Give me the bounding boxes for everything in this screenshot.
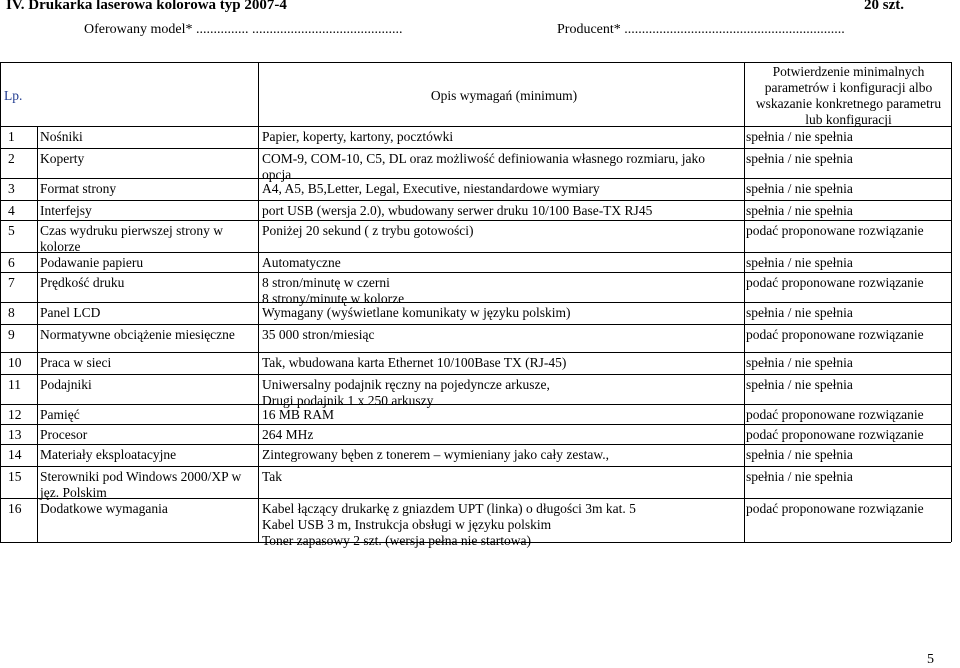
table-rule xyxy=(0,62,951,63)
cell-spec xyxy=(262,181,600,197)
cell-name-line: Podajniki xyxy=(40,377,92,392)
cell-name-line: kolorze xyxy=(40,239,81,254)
cell-number: 7 xyxy=(8,275,15,290)
header-confirmation-line: parametrów i konfiguracji albo xyxy=(764,80,933,95)
cell-number: 3 xyxy=(8,181,15,196)
cell-name xyxy=(40,255,143,271)
cell-name-line: Procesor xyxy=(40,427,88,442)
cell-spec-line: 264 MHz xyxy=(262,427,314,442)
cell-name-line: Nośniki xyxy=(40,129,83,144)
cell-spec xyxy=(262,203,652,219)
cell-confirmation: spełnia / nie spełnia xyxy=(746,181,853,196)
cell-name-line: Praca w sieci xyxy=(40,355,112,370)
cell-confirmation: podać proponowane rozwiązanie xyxy=(746,223,924,238)
cell-number: 8 xyxy=(8,305,15,320)
cell-name-line: Pamięć xyxy=(40,407,80,422)
cell-name xyxy=(40,305,100,321)
cell-spec xyxy=(262,255,341,271)
cell-name xyxy=(40,129,83,145)
header-lp: Lp. xyxy=(4,88,23,103)
cell-number: 13 xyxy=(8,427,22,442)
cell-number: 14 xyxy=(8,447,22,462)
cell-name-line: Materiały eksploatacyjne xyxy=(40,447,177,462)
cell-name-line: Sterowniki pod Windows 2000/XP w xyxy=(40,469,242,484)
cell-spec xyxy=(262,223,473,239)
table-rule xyxy=(0,302,951,303)
header-confirmation xyxy=(746,64,951,128)
cell-confirmation: podać proponowane rozwiązanie xyxy=(746,407,924,422)
table-rule xyxy=(0,272,951,273)
cell-name-line: Podawanie papieru xyxy=(40,255,144,270)
cell-spec-line: 16 MB RAM xyxy=(262,407,335,422)
cell-spec xyxy=(262,377,550,409)
cell-spec-line: Kabel łączący drukarkę z gniazdem UPT (linka) o długości 3m kat. 5 xyxy=(262,501,636,516)
table-column-rule xyxy=(0,62,1,542)
section-title: IV. Drukarka laserowa kolorowa typ 2007-4 xyxy=(6,0,287,13)
cell-name-line: jęz. Polskim xyxy=(40,485,107,500)
cell-spec xyxy=(262,129,453,145)
cell-spec xyxy=(262,355,566,371)
cell-confirmation: spełnia / nie spełnia xyxy=(746,355,853,370)
cell-number: 15 xyxy=(8,469,22,484)
cell-confirmation: spełnia / nie spełnia xyxy=(746,151,853,166)
cell-spec xyxy=(262,151,705,183)
cell-number: 12 xyxy=(8,407,22,422)
table-rule xyxy=(0,126,951,127)
cell-name-line: Normatywne obciążenie miesięczne xyxy=(40,327,235,342)
cell-confirmation: podać proponowane rozwiązanie xyxy=(746,427,924,442)
cell-number: 4 xyxy=(8,203,15,218)
cell-name xyxy=(40,469,241,501)
cell-name xyxy=(40,151,84,167)
cell-name xyxy=(40,327,235,343)
cell-spec-line: Poniżej 20 sekund ( z trybu gotowości) xyxy=(262,223,474,238)
table-rule xyxy=(0,374,951,375)
cell-name-line: Koperty xyxy=(40,151,85,166)
cell-name xyxy=(40,355,111,371)
cell-name-line: Dodatkowe wymagania xyxy=(40,501,168,516)
cell-spec-line: 35 000 stron/miesiąc xyxy=(262,327,375,342)
cell-spec xyxy=(262,427,313,443)
cell-name xyxy=(40,447,176,463)
cell-spec xyxy=(262,469,282,485)
offered-model-field: Oferowany model* ............... ........................................... xyxy=(84,22,403,37)
header-confirmation-line: Potwierdzenie minimalnych xyxy=(772,64,925,79)
cell-spec xyxy=(262,501,636,549)
cell-spec xyxy=(262,305,571,321)
table-column-rule xyxy=(37,126,38,542)
cell-name xyxy=(40,501,168,517)
cell-spec-line: opcja xyxy=(262,167,292,182)
header-confirmation-line: lub konfiguracji xyxy=(805,112,892,127)
cell-confirmation: spełnia / nie spełnia xyxy=(746,447,853,462)
table-column-rule xyxy=(744,62,745,542)
cell-confirmation: spełnia / nie spełnia xyxy=(746,203,853,218)
cell-number: 5 xyxy=(8,223,15,238)
cell-confirmation: spełnia / nie spełnia xyxy=(746,129,853,144)
cell-name-line: Panel LCD xyxy=(40,305,101,320)
table-rule xyxy=(0,200,951,201)
cell-confirmation: podać proponowane rozwiązanie xyxy=(746,501,924,516)
cell-spec-line: Automatyczne xyxy=(262,255,341,270)
cell-number: 16 xyxy=(8,501,22,516)
header-description: Opis wymagań (minimum) xyxy=(430,88,578,103)
cell-spec-line: port USB (wersja 2.0), wbudowany serwer druku 10/100 Base-TX RJ45 xyxy=(262,203,653,218)
header-confirmation-line: wskazanie konkretnego parametru xyxy=(755,96,942,111)
cell-number: 6 xyxy=(8,255,15,270)
cell-name-line: Interfejsy xyxy=(40,203,92,218)
cell-name-line: Czas wydruku pierwszej strony w xyxy=(40,223,223,238)
cell-spec xyxy=(262,447,609,463)
cell-spec-line: Kabel USB 3 m, Instrukcja obsługi w języku polskim xyxy=(262,517,552,532)
cell-number: 10 xyxy=(8,355,22,370)
cell-name xyxy=(40,275,124,291)
table-rule xyxy=(0,220,951,221)
cell-confirmation: spełnia / nie spełnia xyxy=(746,377,853,392)
requirements-table xyxy=(0,62,951,548)
cell-spec xyxy=(262,407,334,423)
cell-spec-line: Papier, koperty, kartony, pocztówki xyxy=(262,129,454,144)
cell-name xyxy=(40,223,223,255)
cell-spec-line: Toner zapasowy 2 szt. (wersja pełna nie startowa) xyxy=(262,533,531,548)
cell-name-line: Prędkość druku xyxy=(40,275,125,290)
cell-confirmation: spełnia / nie spełnia xyxy=(746,305,853,320)
page-number: 5 xyxy=(927,652,934,667)
table-rule xyxy=(0,324,951,325)
table-rule xyxy=(0,466,951,467)
cell-name xyxy=(40,427,87,443)
cell-number: 9 xyxy=(8,327,15,342)
table-column-rule xyxy=(258,62,259,542)
cell-confirmation: podać proponowane rozwiązanie xyxy=(746,275,924,290)
cell-spec-line: Zintegrowany bęben z tonerem – wymieniany jako cały zestaw., xyxy=(262,447,609,462)
cell-spec-line: COM-9, COM-10, C5, DL oraz możliwość definiowania własnego rozmiaru, jako xyxy=(262,151,706,166)
cell-spec-line: Tak xyxy=(262,469,283,484)
cell-confirmation: podać proponowane rozwiązanie xyxy=(746,327,924,342)
cell-spec-line: 8 stron/minutę w czerni xyxy=(262,275,390,290)
cell-confirmation: spełnia / nie spełnia xyxy=(746,255,853,270)
cell-number: 2 xyxy=(8,151,15,166)
table-rule xyxy=(0,352,951,353)
cell-spec-line: Tak, wbudowana karta Ethernet 10/100Base TX (RJ-45) xyxy=(262,355,567,370)
cell-number: 11 xyxy=(8,377,21,392)
cell-name xyxy=(40,377,92,393)
cell-name xyxy=(40,407,80,423)
cell-spec-line: Drugi podajnik 1 x 250 arkuszy xyxy=(262,393,434,408)
table-rule xyxy=(0,424,951,425)
cell-spec xyxy=(262,275,404,307)
cell-spec-line: Wymagany (wyświetlane komunikaty w języku polskim) xyxy=(262,305,571,320)
quantity: 20 szt. xyxy=(864,0,904,13)
cell-spec xyxy=(262,327,374,343)
table-column-rule xyxy=(951,62,952,542)
cell-confirmation: spełnia / nie spełnia xyxy=(746,469,853,484)
cell-spec-line: 8 strony/minutę w kolorze xyxy=(262,291,405,306)
cell-name xyxy=(40,181,116,197)
cell-spec-line: Uniwersalny podajnik ręczny na pojedyncze arkusze, xyxy=(262,377,550,392)
table-rule xyxy=(0,444,951,445)
cell-number: 1 xyxy=(8,129,15,144)
cell-spec-line: A4, A5, B5,Letter, Legal, Executive, niestandardowe wymiary xyxy=(262,181,600,196)
cell-name xyxy=(40,203,92,219)
cell-name-line: Format strony xyxy=(40,181,117,196)
table-rule xyxy=(0,148,951,149)
producer-field: Producent* ............................................................... xyxy=(557,22,845,37)
